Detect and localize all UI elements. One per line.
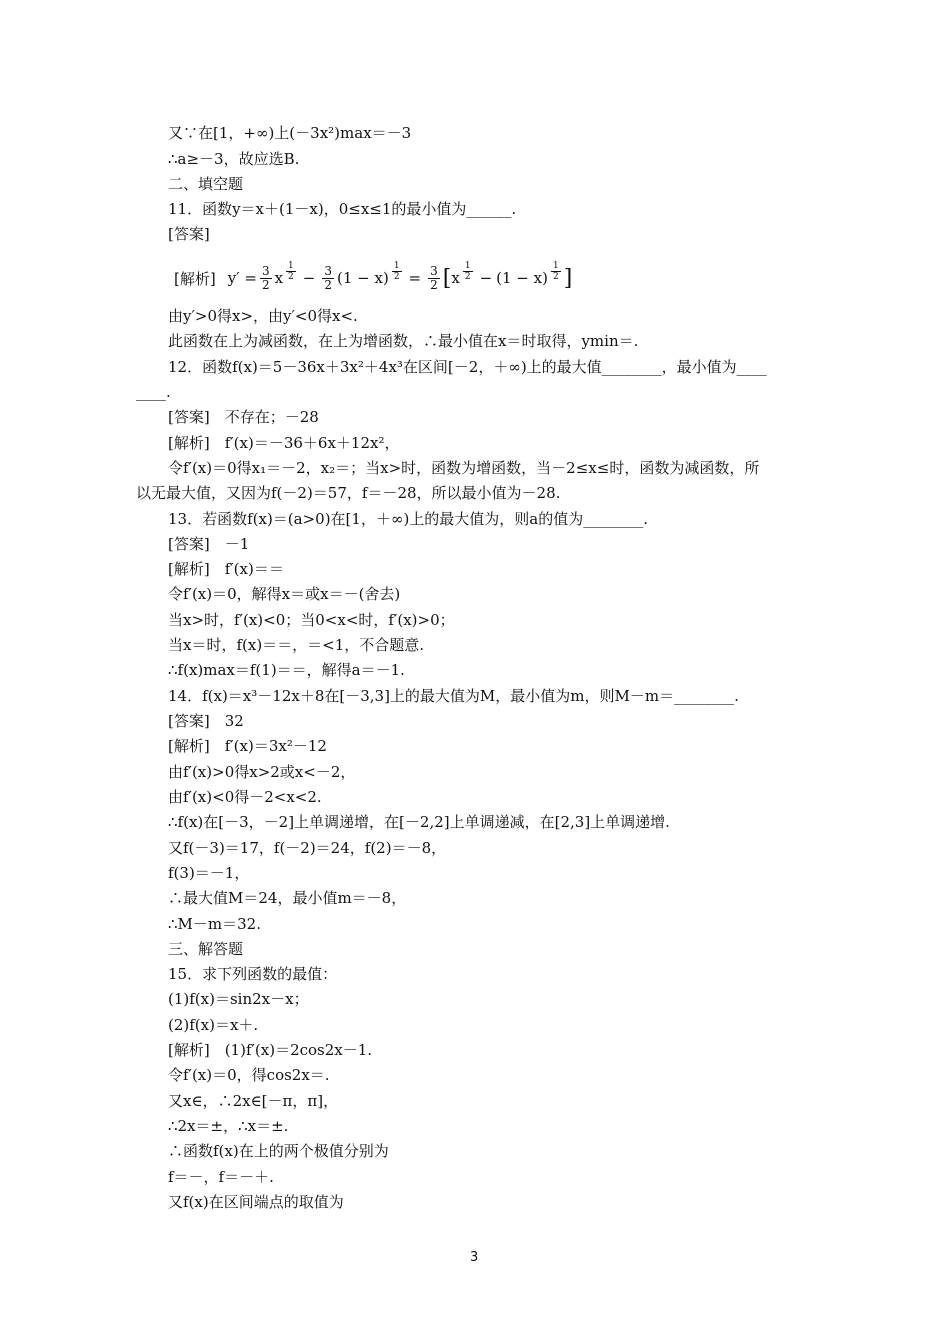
text-line: ∴2x＝±，∴x＝±. [168, 1117, 289, 1135]
text-line: 当x＝时，f(x)＝＝，＝<1，不合题意. [168, 636, 425, 654]
text-line: 又f(－3)＝17，f(－2)＝24，f(2)＝－8， [168, 839, 447, 857]
text-line: 又x∈，∴2x∈[－π，π]， [168, 1092, 339, 1110]
exponent-fraction: $\frac{1}{2}$ [393, 260, 400, 282]
fraction: $\frac{3}{2}$ [430, 263, 438, 292]
text-line: ∴M－m＝32. [168, 915, 261, 933]
text-line: (1)f(x)＝sin2x－x； [168, 990, 309, 1008]
text-line: 由f′(x)>0得x>2或x<－2， [168, 763, 356, 781]
question-13: 13．若函数f(x)＝(a>0)在[1，＋∞)上的最大值为，则a的值为________. [168, 510, 649, 528]
text-line: 令f′(x)＝0，得cos2x＝. [168, 1066, 330, 1084]
text-line: (2)f(x)＝x＋. [168, 1016, 259, 1034]
answer-label: [答案] [168, 225, 210, 243]
question-14: 14．f(x)＝x³－12x＋8在[－3,3]上的最大值为M，最小值为m，则M－m＝________. [168, 687, 739, 705]
answer-line: [答案] 不存在；－28 [168, 408, 319, 426]
text-line: 令f′(x)＝0，解得x＝或x＝－(舍去) [168, 585, 401, 603]
text-line: 又f(x)在区间端点的取值为 [168, 1193, 344, 1211]
analysis-formula: [解析] y′ = $\frac{3}{2}$ x $\frac{1}{2}$ − $\frac{3}{2}$ (1 − x) $\frac{1}{2}$ = $\frac{3}{2}$ [ x $\frac{1}{2}$ − (1 − x) $\frac{1}{2}$ ] [174, 260, 573, 292]
page-number: 3 [470, 1250, 479, 1265]
answer-line: [答案] －1 [168, 535, 250, 553]
analysis-line: [解析] f′(x)＝3x²－12 [168, 737, 327, 755]
text-line: 此函数在上为减函数，在上为增函数，∴最小值在x＝时取得，ymin＝. [168, 332, 639, 350]
analysis-label: [解析] [174, 269, 216, 288]
question-11: 11．函数y＝x＋(1－x)，0≤x≤1的最小值为______. [168, 200, 517, 218]
analysis-line: [解析] (1)f′(x)＝2cos2x－1. [168, 1041, 373, 1059]
text-line: f＝－，f＝－＋. [168, 1168, 274, 1186]
text-line: ∴a≥－3，故应选B. [168, 150, 300, 168]
text-line: 令f′(x)＝0得x₁＝－2，x₂＝；当x>时，函数为增函数，当－2≤x≤时，函数为减函数，所 [168, 459, 760, 477]
exponent-fraction: $\frac{1}{2}$ [288, 260, 294, 282]
question-12: 12．函数f(x)＝5－36x＋3x²＋4x³在区间[－2，＋∞)上的最大值________，最小值为____ [168, 358, 767, 376]
analysis-line: [解析] f′(x)＝＝ [168, 560, 284, 578]
text-line: 由f′(x)<0得－2<x<2. [168, 788, 322, 806]
fraction: $\frac{3}{2}$ [261, 263, 270, 292]
text-line: 以无最大值，又因为f(－2)＝57，f＝－28，所以最小值为－28. [136, 484, 561, 502]
text-line: f(3)＝－1， [168, 864, 250, 882]
section-heading: 三、解答题 [168, 940, 244, 958]
analysis-line: [解析] f′(x)＝－36＋6x＋12x²， [168, 434, 400, 452]
text-line: ∴f(x)在[－3，－2]上单调递增，在[－2,2]上单调递减，在[2,3]上单调递增. [168, 813, 670, 831]
text-line: ∴最大值M＝24，最小值m＝－8， [168, 889, 407, 907]
text-line: 当x>时，f′(x)<0；当0<x<时，f′(x)>0； [168, 611, 455, 629]
exponent-fraction: $\frac{1}{2}$ [464, 260, 471, 282]
text-line: ∴函数f(x)在上的两个极值分别为 [168, 1142, 389, 1160]
answer-line: [答案] 32 [168, 712, 244, 730]
exponent-fraction: $\frac{1}{2}$ [552, 260, 559, 282]
text-line: ____. [136, 383, 171, 401]
text-line: ∴f(x)max＝f(1)＝＝，解得a＝－1. [168, 661, 405, 679]
fraction: $\frac{3}{2}$ [324, 263, 332, 292]
section-heading: 二、填空题 [168, 175, 244, 193]
text-line: 又∵在[1，+∞)上(－3x²)max＝－3 [168, 124, 412, 142]
question-15: 15．求下列函数的最值： [168, 965, 338, 983]
text-line: 由y′>0得x>，由y′<0得x<. [168, 307, 358, 325]
formula-text: y′ = [227, 269, 257, 287]
